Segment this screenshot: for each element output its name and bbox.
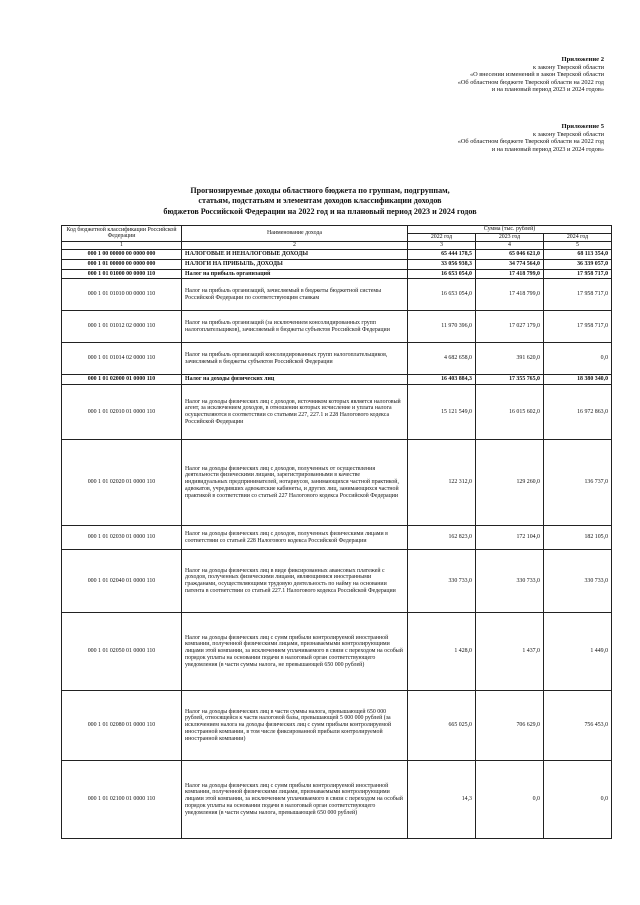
appendix-5-title: Приложение 5 <box>561 123 604 130</box>
value-2023-cell: 172 104,0 <box>476 526 544 550</box>
value-2023-cell: 129 260,0 <box>476 440 544 526</box>
header-year-2022: 2022 год <box>408 233 476 241</box>
code-cell: 000 1 01 02010 01 0000 110 <box>62 385 182 440</box>
value-2023-cell: 34 774 564,0 <box>476 259 544 269</box>
value-2023-cell: 16 015 602,0 <box>476 385 544 440</box>
name-cell: Налог на доходы физических лиц с сумм прибыли контролируемой иностранной компании, полученной физическими лицами, признаваемыми контролирующими лицами этой компании, за исключением уплачиваемого в связи с переходом на особый порядок уплаты на основании подачи в налоговый орган соответствующего уведомления (в части суммы налога, не превышающей 650 000 рублей) <box>182 613 408 691</box>
value-2023-cell: 17 418 799,0 <box>476 269 544 279</box>
header-year-2024: 2024 год <box>544 233 612 241</box>
value-2022-cell: 665 025,0 <box>408 691 476 761</box>
table-row <box>62 550 612 613</box>
table-row <box>62 761 612 839</box>
value-2023-cell: 330 733,0 <box>476 550 544 613</box>
appendix-2-line: «Об областном бюджете Тверской области на 2022 год <box>457 78 604 86</box>
value-2024-cell: 330 733,0 <box>544 550 612 613</box>
appendix-5-line: и на плановый период 2023 и 2024 годов» <box>491 145 604 153</box>
appendix-2-header <box>458 56 604 94</box>
value-2024-cell: 17 958 717,0 <box>544 269 612 279</box>
document-title-line: статьям, подстатьям и элементам доходов классификации доходов <box>198 196 442 206</box>
value-2023-cell: 706 629,0 <box>476 691 544 761</box>
value-2023-cell: 17 418 799,0 <box>476 279 544 311</box>
table-body <box>62 249 612 839</box>
value-2022-cell: 16 653 054,0 <box>408 269 476 279</box>
appendix-5-line: «Об областном бюджете Тверской области на 2022 год <box>457 138 604 146</box>
table-row <box>62 613 612 691</box>
revenue-table <box>61 225 612 839</box>
table-row <box>62 259 612 269</box>
value-2024-cell: 0,0 <box>544 343 612 375</box>
table-row <box>62 691 612 761</box>
value-2022-cell: 15 121 549,0 <box>408 385 476 440</box>
name-cell: Налог на доходы физических лиц в части суммы налога, превышающей 650 000 рублей, относящейся к части налоговой базы, превышающей 5 000 000 рублей (за исключением налога на доходы физических лиц с сумм прибыли контролируемой иностранной компании, в том числе фиксированной прибыли контролируемой иностранной компании) <box>182 691 408 761</box>
value-2023-cell: 17 027 179,0 <box>476 311 544 343</box>
value-2024-cell: 36 339 057,0 <box>544 259 612 269</box>
value-2022-cell: 16 403 884,3 <box>408 375 476 385</box>
name-cell: Налог на доходы физических лиц с доходов, полученных от осуществления деятельности физическими лицами, зарегистрированными в качестве индивидуальных предпринимателей, нотариусов, занимающихся частной практикой, адвокатов, учредивших адвокатские кабинеты, и других лиц, занимающихся частной практикой в соответствии со статьей 227 Налогового кодекса Российской Федерации <box>182 440 408 526</box>
code-cell: 000 1 01 00000 00 0000 000 <box>62 259 182 269</box>
code-cell: 000 1 01 02100 01 0000 110 <box>62 761 182 839</box>
document-title-line: Прогнозируемые доходы областного бюджета по группам, подгруппам, <box>190 186 450 195</box>
value-2024-cell: 1 449,0 <box>544 613 612 691</box>
code-cell: 000 1 01 02020 01 0000 110 <box>62 440 182 526</box>
document-title-line: бюджетов Российской Федерации на 2022 год и на плановый период 2023 и 2024 годов <box>163 206 477 216</box>
name-cell: Налог на доходы физических лиц с сумм прибыли контролируемой иностранной компании, полученной физическими лицами, признаваемыми контролирующими лицами этой компании, за исключением уплачиваемого в связи с переходом на особый порядок уплаты на основании подачи в налоговый орган соответствующего уведомления (в части суммы налога, превышающей 650 000 рублей) <box>182 761 408 839</box>
code-cell: 000 1 01 02030 01 0000 110 <box>62 526 182 550</box>
table-row <box>62 311 612 343</box>
table-row <box>62 249 612 259</box>
value-2023-cell: 17 355 765,0 <box>476 375 544 385</box>
name-cell: Налог на доходы физических лиц с доходов, полученных физическими лицами в соответствии со статьей 228 Налогового кодекса Российской Федерации <box>182 526 408 550</box>
code-cell: 000 1 01 02000 01 0000 110 <box>62 375 182 385</box>
appendix-2-title: Приложение 2 <box>561 56 604 63</box>
value-2022-cell: 122 312,0 <box>408 440 476 526</box>
value-2024-cell: 17 958 717,0 <box>544 311 612 343</box>
value-2022-cell: 1 428,0 <box>408 613 476 691</box>
value-2022-cell: 16 653 054,0 <box>408 279 476 311</box>
table-row <box>62 385 612 440</box>
name-cell: Налог на прибыль организаций консолидированных групп налогоплательщиков, зачисляемый в бюджеты субъектов Российской Федерации <box>182 343 408 375</box>
value-2024-cell: 136 737,0 <box>544 440 612 526</box>
value-2022-cell: 11 970 396,0 <box>408 311 476 343</box>
appendix-2-line: «О внесении изменений в закон Тверской области <box>469 71 604 79</box>
value-2022-cell: 65 444 178,5 <box>408 249 476 259</box>
value-2024-cell: 16 972 863,0 <box>544 385 612 440</box>
document-title <box>60 186 580 217</box>
code-cell: 000 1 01 02080 01 0000 110 <box>62 691 182 761</box>
name-cell: НАЛОГОВЫЕ И НЕНАЛОГОВЫЕ ДОХОДЫ <box>182 249 408 259</box>
index-cell: 3 <box>408 241 476 249</box>
appendix-5-line: к закону Тверской области <box>533 130 604 138</box>
name-cell: Налог на доходы физических лиц <box>182 375 408 385</box>
value-2024-cell: 182 105,0 <box>544 526 612 550</box>
name-cell: НАЛОГИ НА ПРИБЫЛЬ, ДОХОДЫ <box>182 259 408 269</box>
code-cell: 000 1 01 01014 02 0000 110 <box>62 343 182 375</box>
value-2024-cell: 0,0 <box>544 761 612 839</box>
table-row <box>62 440 612 526</box>
value-2024-cell: 68 113 354,0 <box>544 249 612 259</box>
name-cell: Налог на доходы физических лиц с доходов, источником которых является налоговый агент, за исключением доходов, в отношении которых исчисление и уплата налога осуществляются в соответствии со статьями 227, 227.1 и 228 Налогового кодекса Российской Федерации <box>182 385 408 440</box>
appendix-2-line: к закону Тверской области <box>533 63 604 71</box>
index-cell: 2 <box>182 241 408 249</box>
value-2022-cell: 14,3 <box>408 761 476 839</box>
value-2023-cell: 65 046 621,0 <box>476 249 544 259</box>
name-cell: Налог на прибыль организаций (за исключением консолидированных групп налогоплательщиков), зачисляемый в бюджеты субъектов Российской Федерации <box>182 311 408 343</box>
code-cell: 000 1 01 02040 01 0000 110 <box>62 550 182 613</box>
table-header-row <box>62 226 612 234</box>
code-cell: 000 1 01 02050 01 0000 110 <box>62 613 182 691</box>
table-row <box>62 269 612 279</box>
header-year-2023: 2023 год <box>476 233 544 241</box>
value-2024-cell: 18 380 340,0 <box>544 375 612 385</box>
name-cell: Налог на доходы физических лиц в виде фиксированных авансовых платежей с доходов, полученных физическими лицами, являющимися иностранными гражданами, осуществляющими трудовую деятельность по найму на основании патента в соответствии со статьей 227.1 Налогового кодекса Российской Федерации <box>182 550 408 613</box>
appendix-2-line: и на плановый период 2023 и 2024 годов» <box>491 86 604 94</box>
appendix-5-header <box>458 123 604 153</box>
value-2022-cell: 33 056 938,3 <box>408 259 476 269</box>
value-2022-cell: 4 682 658,0 <box>408 343 476 375</box>
value-2023-cell: 1 437,0 <box>476 613 544 691</box>
header-code: Код бюджетной классификации Российской Федерации <box>62 226 182 242</box>
name-cell: Налог на прибыль организаций <box>182 269 408 279</box>
value-2023-cell: 391 620,0 <box>476 343 544 375</box>
index-cell: 1 <box>62 241 182 249</box>
value-2024-cell: 756 453,0 <box>544 691 612 761</box>
index-cell: 5 <box>544 241 612 249</box>
code-cell: 000 1 01 01012 02 0000 110 <box>62 311 182 343</box>
table-index-row <box>62 241 612 249</box>
table-row <box>62 343 612 375</box>
value-2022-cell: 162 823,0 <box>408 526 476 550</box>
value-2024-cell: 17 958 717,0 <box>544 279 612 311</box>
name-cell: Налог на прибыль организаций, зачисляемый в бюджеты бюджетной системы Российской Федерации по соответствующим ставкам <box>182 279 408 311</box>
table-row <box>62 375 612 385</box>
code-cell: 000 1 01 01010 00 0000 110 <box>62 279 182 311</box>
header-name: Наименование дохода <box>182 226 408 242</box>
code-cell: 000 1 00 00000 00 0000 000 <box>62 249 182 259</box>
header-sum: Сумма (тыс. рублей) <box>408 226 612 234</box>
index-cell: 4 <box>476 241 544 249</box>
table-row <box>62 526 612 550</box>
value-2023-cell: 0,0 <box>476 761 544 839</box>
value-2022-cell: 330 733,0 <box>408 550 476 613</box>
table-row <box>62 279 612 311</box>
code-cell: 000 1 01 01000 00 0000 110 <box>62 269 182 279</box>
